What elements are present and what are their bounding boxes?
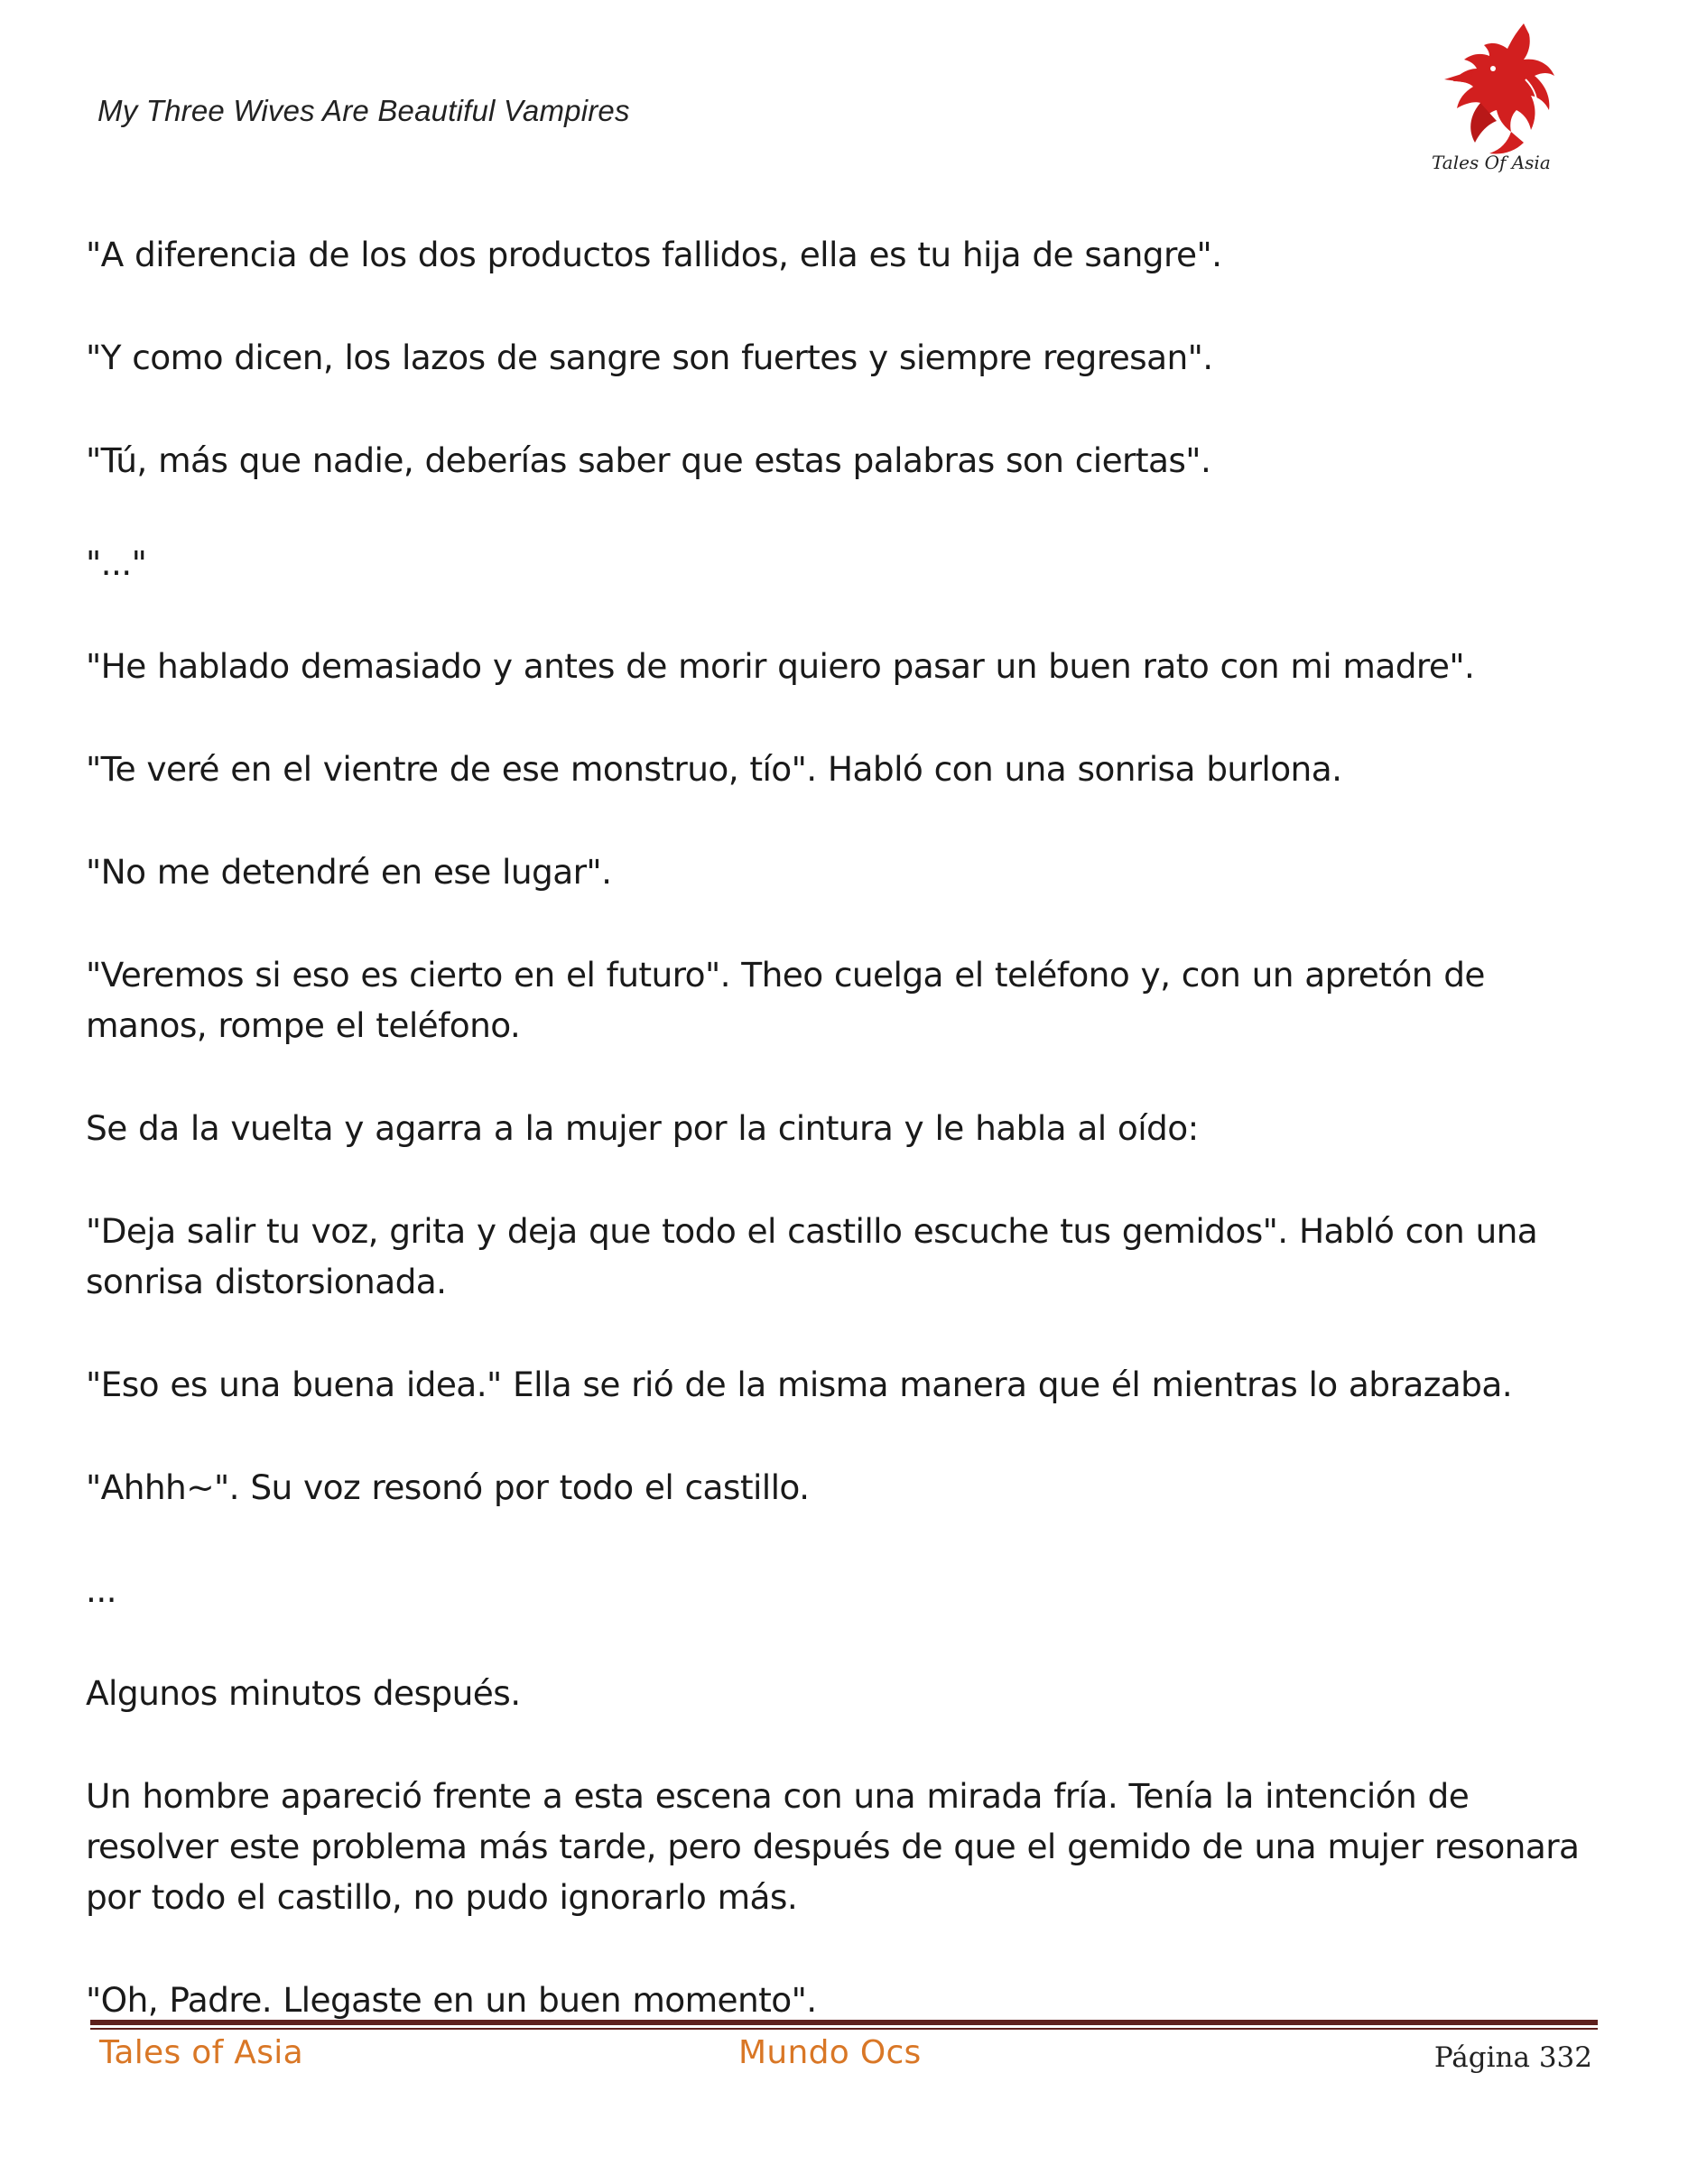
paragraph: "A diferencia de los dos productos fallidos, ella es tu hija de sangre". — [86, 235, 1222, 274]
paragraph: "Oh, Padre. Llegaste en un buen momento". — [86, 1980, 817, 2020]
paragraph: Se da la vuelta y agarra a la mujer por la cintura y le habla al oído: — [86, 1108, 1199, 1148]
paragraph: "Tú, más que nadie, deberías saber que estas palabras son ciertas". — [86, 440, 1211, 480]
paragraph: ... — [86, 1570, 116, 1610]
paragraph: "Ahhh~". Su voz resonó por todo el castillo. — [86, 1467, 810, 1507]
footer-site-name: Tales of Asia — [99, 2034, 303, 2071]
paragraph: "Y como dicen, los lazos de sangre son fuertes y siempre regresan". — [86, 338, 1213, 377]
page-number: Página 332 — [1433, 2041, 1592, 2074]
paragraph: "..." — [86, 543, 147, 583]
book-title: My Three Wives Are Beautiful Vampires — [97, 94, 630, 127]
paragraph: "Deja salir tu voz, grita y deja que todo el castillo escuche tus gemidos". Habló con una sonrisa distorsionada. — [86, 1211, 1538, 1301]
paragraph: "Eso es una buena idea." Ella se rió de la misma manera que él mientras lo abrazaba. — [86, 1365, 1513, 1404]
footer-section-name: Mundo Ocs — [738, 2034, 922, 2071]
story-body — [86, 229, 1593, 2078]
paragraph: "Te veré en el vientre de ese monstruo, tío". Habló con una sonrisa burlona. — [86, 749, 1342, 789]
paragraph: Un hombre apareció frente a esta escena con una mirada fría. Tenía la intención de resolver este problema más tarde, pero después de que el gemido de una mujer resonara por todo el castillo, no pudo ignorarlo más. — [86, 1776, 1580, 1917]
footer-divider — [90, 2020, 1598, 2030]
paragraph: "He hablado demasiado y antes de morir quiero pasar un buen rato con mi madre". — [86, 646, 1475, 686]
paragraph: Algunos minutos después. — [86, 1673, 521, 1713]
logo-caption: Tales Of Asia — [1432, 152, 1551, 173]
paragraph: "No me detendré en ese lugar". — [86, 852, 612, 892]
paragraph: "Veremos si eso es cierto en el futuro". Theo cuelga el teléfono y, con un apretón de manos, rompe el teléfono. — [86, 955, 1485, 1045]
